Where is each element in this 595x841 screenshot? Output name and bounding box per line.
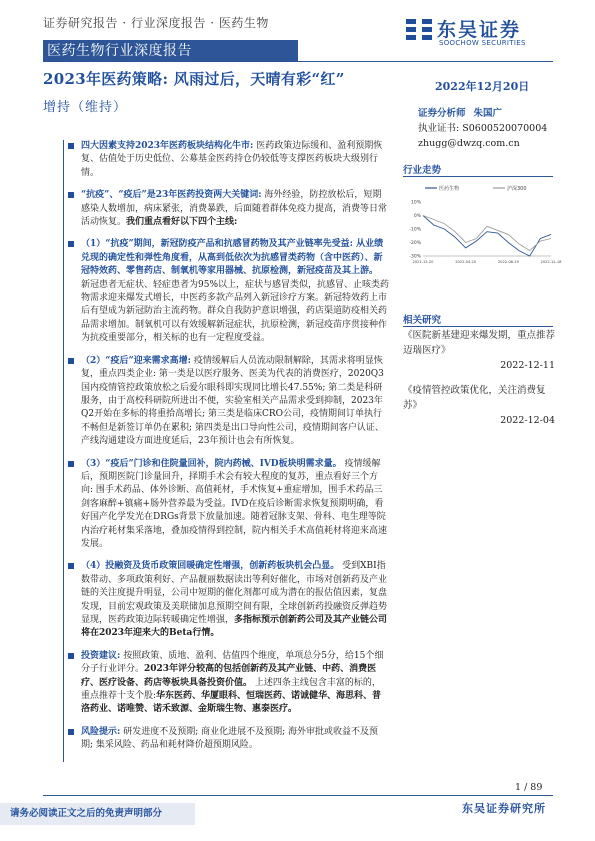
rating: 增持（维持） bbox=[43, 100, 128, 115]
y-tick-label: -20% bbox=[409, 241, 421, 246]
analyst-info bbox=[418, 106, 553, 151]
bullet-square-icon bbox=[68, 143, 74, 149]
industry-trend-chart bbox=[403, 180, 562, 268]
related-item-title[interactable]: 《疫情管控政策优化，关注消费复苏》 bbox=[403, 385, 546, 411]
series-line-pharma bbox=[423, 216, 551, 257]
page-number: 1 / 89 bbox=[515, 782, 543, 793]
bullet-square-icon bbox=[68, 192, 74, 198]
related-item[interactable] bbox=[403, 383, 555, 428]
para-lead: （1）“抗疫”期间，新冠防疫产品和抗感冒药物及其产业链率先受益: 从业绩兑现的确定性和弹性角度看，从高到低依次为抗感冒类药物（含中医药）、新冠特效药、零售药店、制氧机等家用器械、抗原检测，新冠疫苗及其上游。 bbox=[81, 239, 384, 277]
para-tail: 多指标预示创新药公司及其产业链公司将在2023年迎来大的Beta行情。 bbox=[81, 615, 388, 639]
summary-paragraph bbox=[67, 189, 389, 229]
logo-text: 东吴证券 bbox=[437, 19, 522, 41]
footer-divider bbox=[43, 795, 553, 796]
summary-paragraph bbox=[67, 650, 389, 717]
para-text: 研发进度不及预期; 商业化进展不及预期; 海外审批或收益不及预期; 集采风险、药品和耗材降价超预期风险。 bbox=[81, 726, 378, 751]
para-lead: “抗疫”、“疫后”是23年医药投资两大关键词: bbox=[81, 190, 262, 201]
analyst-license: 执业证书: S0600520070004 bbox=[418, 123, 548, 134]
para-lead: （4）投融资及货币政策回暖确定性增强，创新药板块机会凸显。 bbox=[81, 561, 340, 572]
para-text: 疫情缓解后人员流动限制解除，其需求将明显恢复，重点四类企业: 第一类是以医疗服务、医美为代表的消费医疗，2020Q3国内疫情管控政策放松之后爱尔眼科即实现同比增长47.55%; 第二类是科研服务，由于高校科研院所进出不便，实验室相关产品需求受到抑制，2023年Q2开始在多标的将重拾高增长; 第三类是临床CRO公司，疫情期间订单执行不畅但是新签订单仍在累积; 第四类是出口导向性公司，疫情期间客户认证、产线沟通建设方面进度延后，23年预计也会有所恢复。 bbox=[81, 355, 384, 447]
summary-paragraph bbox=[67, 355, 389, 449]
y-tick-label: 0% bbox=[413, 214, 421, 219]
analyst-name: 朱国广 bbox=[473, 108, 503, 119]
report-type-banner: 医药生物行业深度报告 bbox=[43, 40, 298, 62]
analyst-title: 证券分析师 bbox=[418, 108, 466, 119]
summary-paragraph bbox=[67, 726, 389, 753]
related-item[interactable] bbox=[403, 328, 555, 373]
legend-label-pharma: 医药生物 bbox=[439, 186, 460, 192]
trend-divider bbox=[403, 176, 553, 177]
y-tick-label: -10% bbox=[409, 227, 421, 233]
x-axis bbox=[413, 260, 563, 264]
para-tail: 2023年评分较高的包括创新药及其产业链、中药、消费医疗、医疗设备、药店等板块具备投资价值。 bbox=[81, 664, 377, 688]
para-text: 疫情缓解后，预期医院门诊量回升，择期手术会有较大程度的复苏，重点看好三个方向: 围手术药品、体外诊断、高值耗材，手术恢复+重症增加，围手术药品三剑客麻醉+镇痛+肠外营养最为受益。IVD在疫后诊断需求恢复预期明确，看好国产化学发光在DRGs背景下放量加速。随着冠脉支架、骨科、电生理等院内治疗耗材集采落地，叠加疫情得到控制，院内相关手术高值耗材将迎来高速发展。 bbox=[81, 458, 388, 549]
bullet-square-icon bbox=[68, 241, 74, 247]
report-date: 2022年12月20日 bbox=[435, 80, 530, 93]
report-title: 2023年医药策略: 风雨过后，天晴有彩“红” bbox=[43, 70, 345, 88]
x-tick-label: 2022-12-18 bbox=[540, 260, 562, 264]
summary-paragraph bbox=[67, 560, 389, 640]
chart-series bbox=[423, 216, 551, 257]
related-heading: 相关研究 bbox=[403, 315, 442, 326]
chart-legend bbox=[425, 185, 527, 192]
x-tick-label: 2022-08-19 bbox=[497, 260, 519, 264]
related-item-title[interactable]: 《医院新基建迎来爆发期，重点推荐迈瑞医疗》 bbox=[403, 330, 556, 356]
bullet-square-icon bbox=[68, 563, 74, 569]
bullet-square-icon bbox=[68, 729, 74, 735]
bullet-square-icon bbox=[68, 653, 74, 659]
trend-heading: 行业走势 bbox=[403, 165, 442, 176]
analyst-email[interactable]: zhugg@dwzq.com.cn bbox=[418, 138, 520, 149]
legend-label-csi300: 沪深300 bbox=[507, 186, 527, 192]
para-lead: （3）“疫后”门诊和住院量回补，院内药械、IVD板块明需求量。 bbox=[81, 458, 342, 469]
para-text: 新冠患者无症状、轻症患者为95%以上，症状与感冒类似，抗感冒、止咳类药物需求迎来爆发式增长，中医药多款产品列入新冠诊疗方案。新冠特效药上市后有望成为新冠防治主流药物。群众自我防护意识增强，药店渠道防疫相关药品需求增加。制氧机可以有效缓解新冠症状，抗原检测，新冠疫苗序贯接种作为抗疫重要部分，相关标的也有一定程度受益。 bbox=[81, 279, 390, 344]
para-text: 医药政策边际缓和、盈利预期恢复、估值处于历史低位、公募基金医药持仓仍较低等支撑医药板块大级别行情。 bbox=[81, 141, 383, 178]
para-text-after: 上述四条主线包含丰富的标的，重点推荐十支个股: bbox=[81, 677, 381, 702]
para-tail: 我们重点看好以下四个主线: bbox=[126, 217, 238, 228]
logo-subtext: SOOCHOW SECURITIES bbox=[439, 39, 526, 47]
related-research-list bbox=[403, 328, 555, 438]
related-divider bbox=[403, 326, 553, 327]
related-item-date: 2022-12-11 bbox=[500, 360, 555, 371]
disclaimer-note[interactable]: 请务必阅读正文之后的免责声明部分 bbox=[0, 803, 195, 825]
para-text: 受到XBI指数带动、多项政策利好、产品靓丽数据读出等利好催化，市场对创新药及产业链的关注度提升明显，公司中短期的催化剂都可成为潜在的报估值因素，复盘发现，目前宏观政策及美联储加息预期空间有限，全球创新药投融资反弹趋势显现，医药政策边际转暖确定性增强， bbox=[81, 561, 388, 625]
y-tick-label: -30% bbox=[409, 254, 421, 260]
para-lead: 四大因素支持2023年医药板块结构化牛市: bbox=[81, 141, 254, 151]
summary-paragraph bbox=[67, 140, 389, 180]
series-line-csi300 bbox=[423, 216, 551, 251]
para-text: 海外经验，防控放松后，短期感染人数增加，病床紧张，消费暴跌，后面随着群体免疫力提高，消费等日常活动恢复。 bbox=[81, 190, 388, 228]
banner-divider bbox=[298, 61, 553, 62]
x-tick-label: 2022-04-20 bbox=[455, 260, 477, 264]
y-tick-label: 10% bbox=[410, 200, 421, 206]
research-institute: 东吴证券研究所 bbox=[462, 802, 546, 815]
summary-content bbox=[63, 140, 389, 762]
company-logo-icon bbox=[405, 17, 433, 43]
para-tail-stocks: 华东医药、华厦眼科、恒瑞医药、诺诚健华、海思科、普洛药业、诺唯赞、诺禾致源、金斯瑞生物、惠泰医疗。 bbox=[81, 691, 382, 715]
company-logo bbox=[405, 15, 555, 51]
breadcrumb: 证券研究报告 · 行业深度报告 · 医药生物 bbox=[43, 16, 269, 30]
bullet-square-icon bbox=[68, 358, 74, 364]
related-item-date: 2022-12-04 bbox=[500, 415, 555, 426]
para-lead: 投资建议: bbox=[81, 650, 121, 661]
summary-paragraph bbox=[67, 458, 389, 552]
para-lead: （2）“疫后”迎来需求高增: bbox=[81, 355, 191, 366]
para-lead: 风险提示: bbox=[81, 726, 121, 737]
summary-paragraph bbox=[67, 238, 389, 345]
bullet-square-icon bbox=[68, 461, 74, 467]
para-text: 按照政策、质地、盈利、估值四个维度，单项总分5分，给15个细分子行业评分。 bbox=[81, 650, 384, 675]
x-tick-label: 2021-12-20 bbox=[412, 260, 434, 264]
